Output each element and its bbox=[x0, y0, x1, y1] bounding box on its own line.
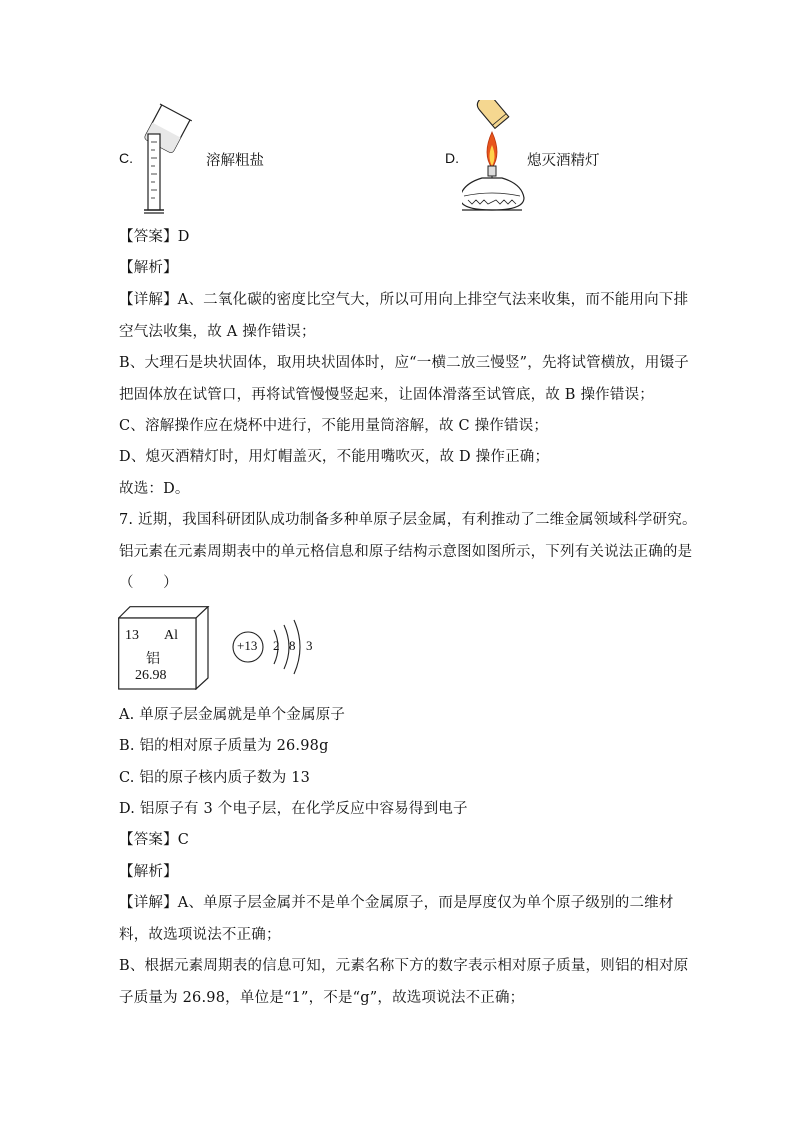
shell-electrons: 3 bbox=[306, 638, 313, 653]
q7-option-d: D. 铝原子有 3 个电子层，在化学反应中容易得到电子 bbox=[119, 801, 468, 817]
element-symbol: Al bbox=[164, 628, 178, 643]
shell-electrons: 8 bbox=[289, 638, 296, 653]
q6-analysis-line: 空气法收集，故 A 操作错误； bbox=[119, 324, 316, 340]
q7-option-c: C. 铝的原子核内质子数为 13 bbox=[119, 770, 311, 786]
option-c-caption: 溶解粗盐 bbox=[206, 153, 264, 169]
element-name: 铝 bbox=[146, 652, 160, 667]
lamp-cap-icon bbox=[474, 100, 508, 128]
q6-analysis-line: C、溶解操作应在烧杯中进行，不能用量筒溶解，故 C 操作错误； bbox=[119, 418, 549, 434]
q7-analysis-title: 【解析】 bbox=[119, 864, 178, 880]
q6-analysis-line: 【详解】A、二氧化碳的密度比空气大，所以可用向上排空气法来收集，而不能用向下排 bbox=[119, 292, 689, 308]
q7-option-b: B. 铝的相对原子质量为 26.98g bbox=[119, 738, 329, 754]
q7-stem: （ ） bbox=[119, 575, 178, 591]
element-mass: 26.98 bbox=[135, 668, 167, 683]
option-d-letter: D. bbox=[445, 150, 459, 166]
dissolve-in-cylinder-illustration bbox=[140, 100, 200, 218]
q7-analysis-line: 子质量为 26.98，单位是“1”，不是“g”，故选项说法不正确； bbox=[119, 990, 525, 1006]
q7-analysis-line: 【详解】A、单原子层金属并不是单个金属原子，而是厚度仅为单个原子级别的二维材 bbox=[119, 895, 674, 911]
q6-answer: 【答案】D bbox=[119, 229, 190, 245]
option-d-caption: 熄灭酒精灯 bbox=[527, 153, 600, 169]
alcohol-lamp-illustration bbox=[462, 100, 528, 216]
flame-icon bbox=[487, 132, 497, 168]
q7-stem: 铝元素在元素周期表中的单元格信息和原子结构示意图如图所示，下列有关说法正确的是 bbox=[119, 544, 693, 560]
q6-analysis-line: 故选：D。 bbox=[119, 481, 190, 497]
q6-analysis-line: B、大理石是块状固体，取用块状固体时，应“一横二放三慢竖”，先将试管横放，用镊子 bbox=[119, 355, 689, 371]
shell-electrons: 2 bbox=[273, 638, 280, 653]
q6-analysis-line: D、熄灭酒精灯时，用灯帽盖灭，不能用嘴吹灭，故 D 操作正确； bbox=[119, 449, 550, 465]
q6-analysis-title: 【解析】 bbox=[119, 260, 178, 276]
q7-analysis-line: 料，故选项说法不正确； bbox=[119, 927, 281, 943]
lamp-body-icon bbox=[462, 178, 524, 210]
nucleus-charge: +13 bbox=[237, 638, 258, 653]
q7-option-a: A. 单原子层金属就是单个金属原子 bbox=[119, 707, 346, 723]
q7-answer: 【答案】C bbox=[119, 832, 190, 848]
q7-stem: 7. 近期，我国科研团队成功制备多种单原子层金属，有利推动了二维金属领域科学研究。 bbox=[119, 512, 697, 528]
option-c-letter: C. bbox=[119, 150, 133, 166]
element-atomic-number: 13 bbox=[125, 628, 139, 643]
q6-analysis-line: 把固体放在试管口，再将试管慢慢竖起来，让固体滑落至试管底，故 B 操作错误； bbox=[119, 387, 654, 403]
q7-analysis-line: B、根据元素周期表的信息可知，元素名称下方的数字表示相对原子质量，则铝的相对原 bbox=[119, 958, 689, 974]
